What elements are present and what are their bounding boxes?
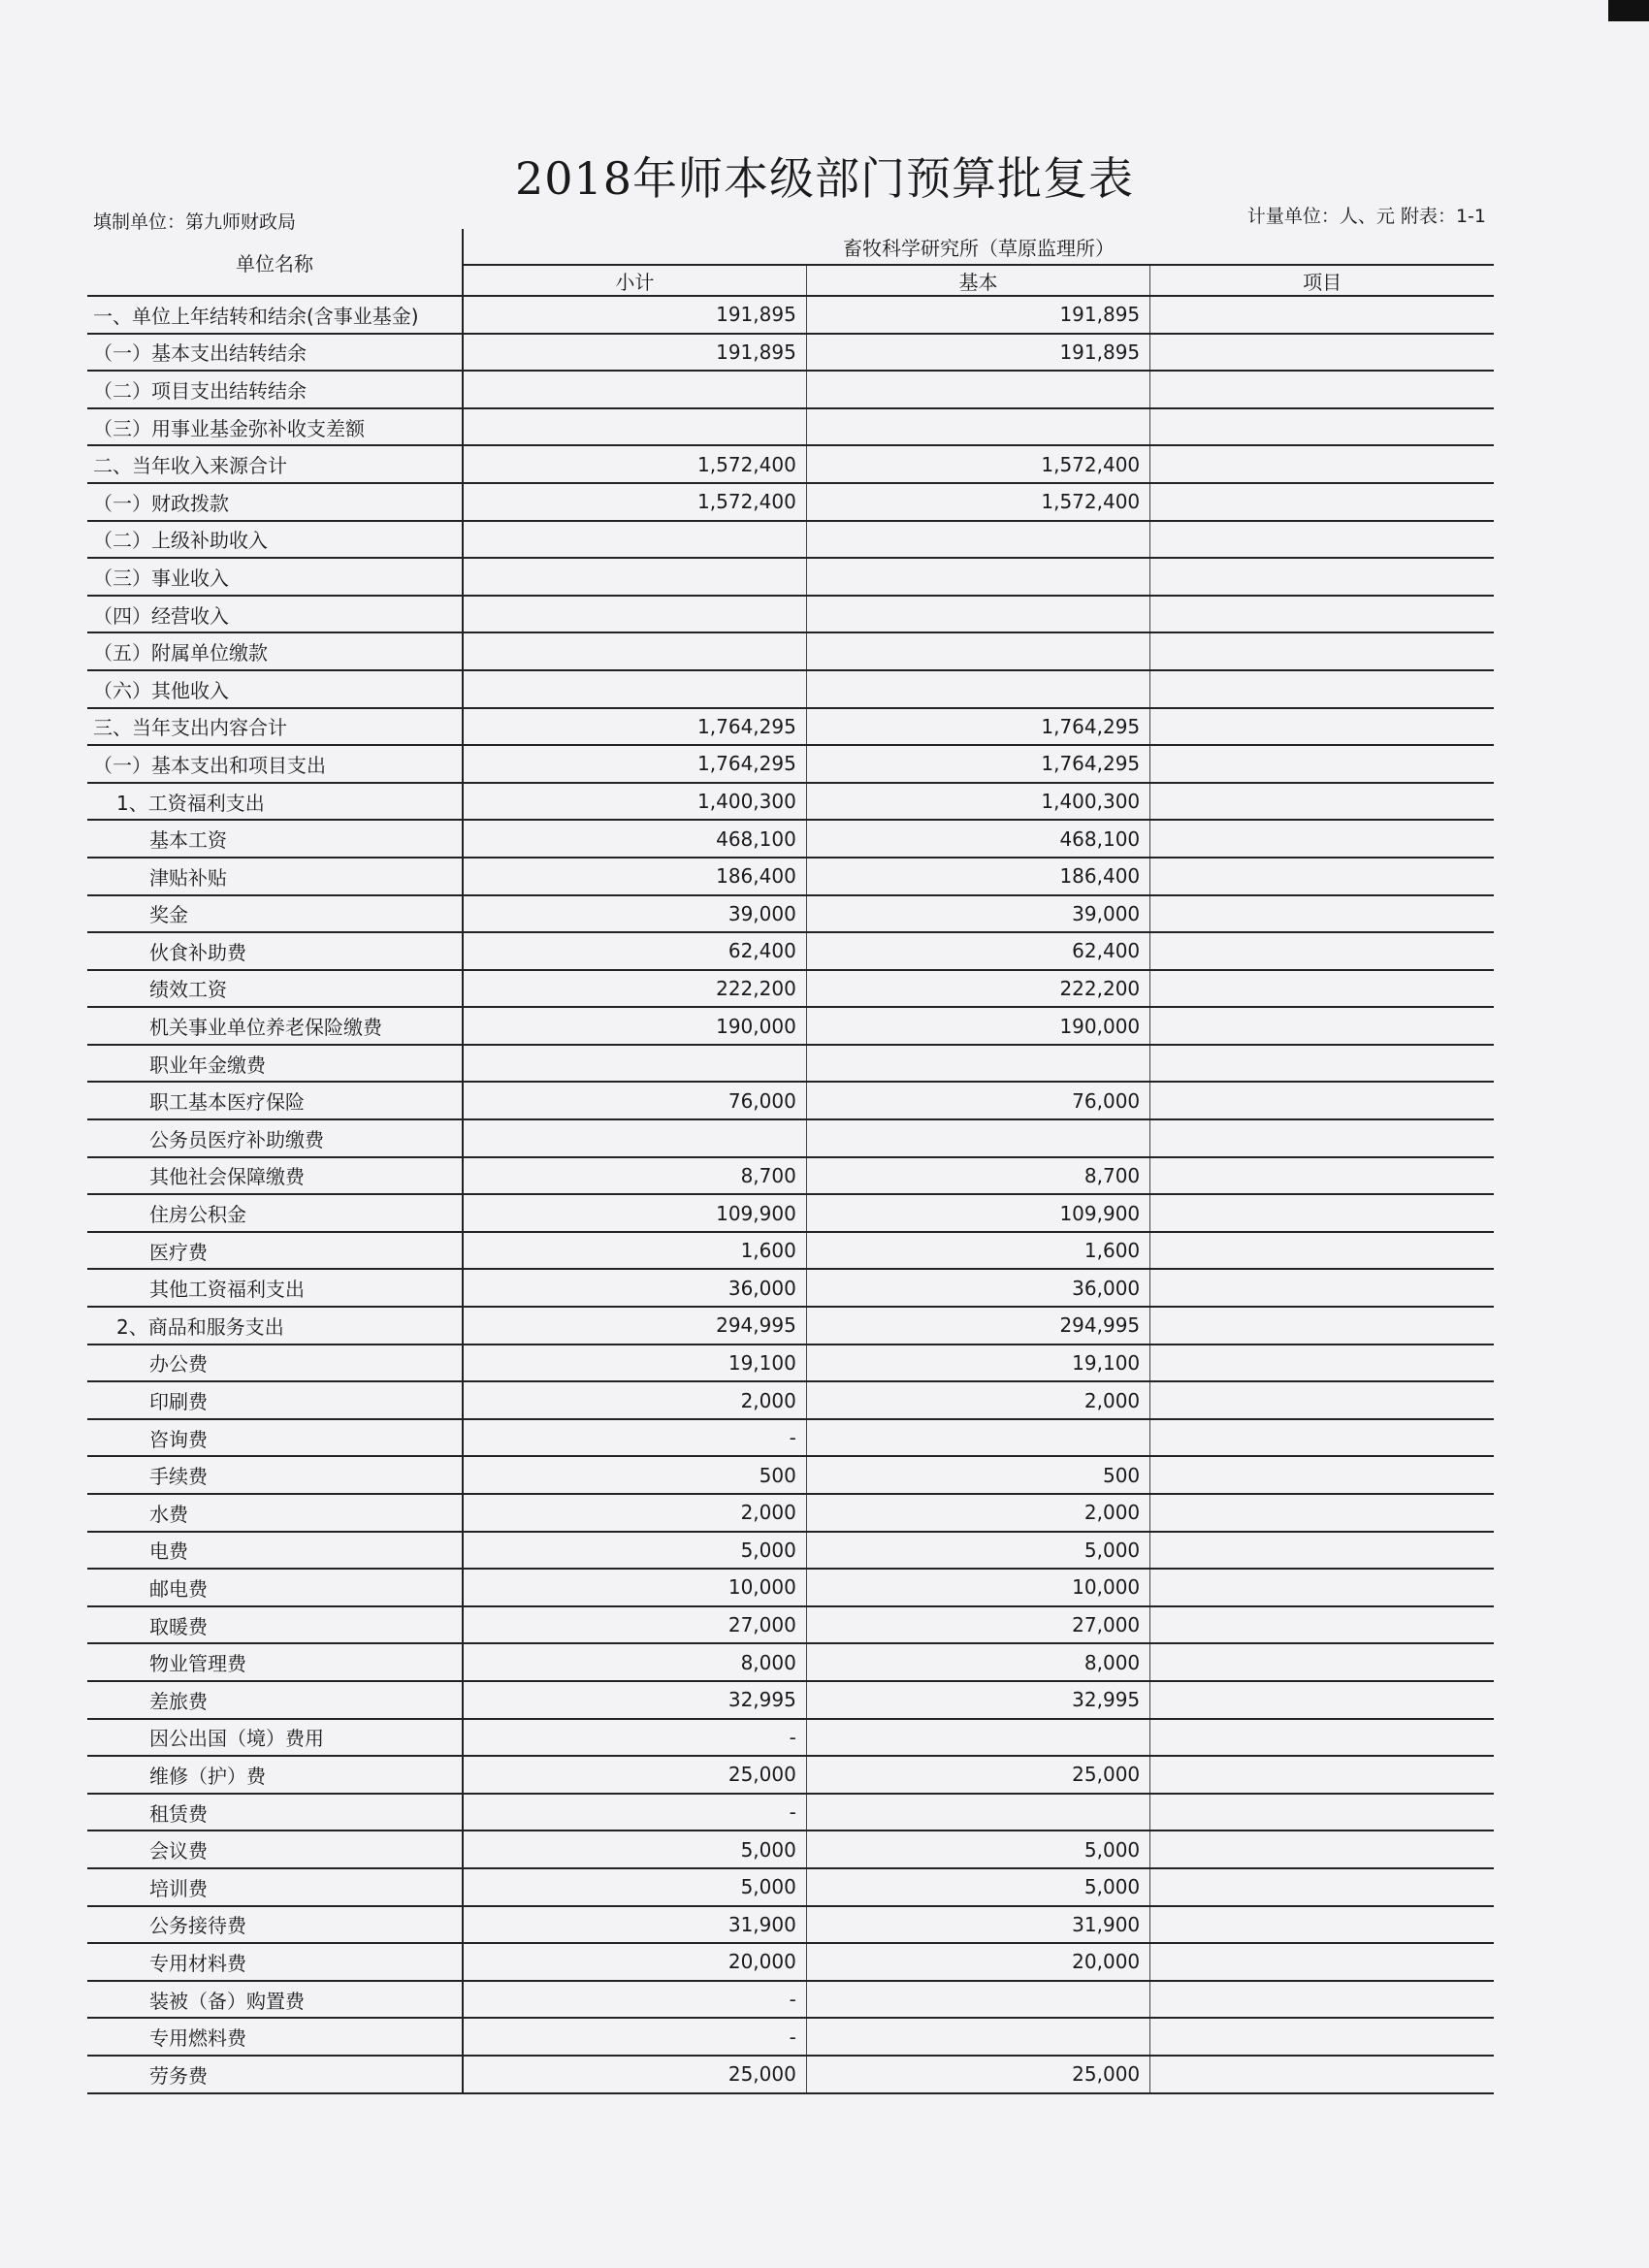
cell-subtotal: 25,000 xyxy=(463,1756,806,1794)
table-row xyxy=(87,445,1494,483)
cell-project xyxy=(1150,632,1494,670)
cell-subtotal: 8,000 xyxy=(463,1643,806,1681)
table-row xyxy=(87,858,1494,895)
row-label: 专用材料费 xyxy=(87,1943,463,1981)
row-label: 因公出国（境）费用 xyxy=(87,1719,463,1757)
cell-project xyxy=(1150,483,1494,521)
cell-basic xyxy=(806,1981,1149,2019)
row-label: 医疗费 xyxy=(87,1232,463,1270)
cell-project xyxy=(1150,895,1494,933)
cell-basic: 1,600 xyxy=(806,1232,1149,1270)
cell-subtotal xyxy=(463,1119,806,1157)
cell-project xyxy=(1150,1532,1494,1570)
cell-subtotal: 31,900 xyxy=(463,1906,806,1944)
measurement-unit-note: 计量单位：人、元 附表：1-1 xyxy=(1246,206,1486,227)
cell-subtotal: 5,000 xyxy=(463,1868,806,1906)
cell-subtotal: 222,200 xyxy=(463,970,806,1008)
cell-project xyxy=(1150,596,1494,633)
cell-project xyxy=(1150,1681,1494,1719)
cell-basic: 20,000 xyxy=(806,1943,1149,1981)
row-label: 咨询费 xyxy=(87,1419,463,1457)
cell-subtotal xyxy=(463,1045,806,1083)
cell-project xyxy=(1150,1194,1494,1232)
cell-subtotal: 1,400,300 xyxy=(463,783,806,821)
cell-basic xyxy=(806,596,1149,633)
row-label: 电费 xyxy=(87,1532,463,1570)
row-label: （四）经营收入 xyxy=(87,596,463,633)
table-row xyxy=(87,1943,1494,1981)
table-row xyxy=(87,2018,1494,2056)
row-label: （三）事业收入 xyxy=(87,558,463,596)
cell-subtotal: 190,000 xyxy=(463,1007,806,1045)
table-row xyxy=(87,1419,1494,1457)
cell-basic: 1,764,295 xyxy=(806,708,1149,746)
cell-subtotal: 1,600 xyxy=(463,1232,806,1270)
row-label: 职工基本医疗保险 xyxy=(87,1082,463,1119)
cell-basic: 190,000 xyxy=(806,1007,1149,1045)
cell-project xyxy=(1150,2056,1494,2093)
row-label: 2、商品和服务支出 xyxy=(87,1307,463,1345)
cell-project xyxy=(1150,1381,1494,1419)
cell-basic xyxy=(806,1719,1149,1757)
cell-project xyxy=(1150,408,1494,446)
row-label: 其他社会保障缴费 xyxy=(87,1157,463,1195)
cell-project xyxy=(1150,970,1494,1008)
row-label: （二）项目支出结转结余 xyxy=(87,371,463,408)
row-label: 机关事业单位养老保险缴费 xyxy=(87,1007,463,1045)
cell-project xyxy=(1150,334,1494,372)
cell-basic: 62,400 xyxy=(806,932,1149,970)
cell-subtotal: 76,000 xyxy=(463,1082,806,1119)
page-title: 2018年师本级部门预算批复表 xyxy=(514,152,1135,205)
cell-subtotal: 500 xyxy=(463,1456,806,1494)
cell-project xyxy=(1150,1045,1494,1083)
cell-subtotal xyxy=(463,521,806,559)
cell-basic: 191,895 xyxy=(806,296,1149,334)
cell-subtotal: 25,000 xyxy=(463,2056,806,2093)
cell-basic: 5,000 xyxy=(806,1831,1149,1868)
cell-subtotal: 1,764,295 xyxy=(463,708,806,746)
cell-subtotal xyxy=(463,558,806,596)
cell-subtotal: 2,000 xyxy=(463,1494,806,1532)
cell-basic: 2,000 xyxy=(806,1381,1149,1419)
cell-basic: 468,100 xyxy=(806,820,1149,858)
cell-subtotal: 10,000 xyxy=(463,1569,806,1606)
row-label: 奖金 xyxy=(87,895,463,933)
cell-project xyxy=(1150,1569,1494,1606)
cell-project xyxy=(1150,1232,1494,1270)
cell-basic: 31,900 xyxy=(806,1906,1149,1944)
cell-project xyxy=(1150,783,1494,821)
cell-basic xyxy=(806,371,1149,408)
row-label: 培训费 xyxy=(87,1868,463,1906)
cell-project xyxy=(1150,371,1494,408)
row-label: （六）其他收入 xyxy=(87,670,463,708)
table-row xyxy=(87,632,1494,670)
cell-basic: 25,000 xyxy=(806,1756,1149,1794)
cell-basic: 8,000 xyxy=(806,1643,1149,1681)
cell-basic: 222,200 xyxy=(806,970,1149,1008)
cell-project xyxy=(1150,1606,1494,1644)
row-label: 水费 xyxy=(87,1494,463,1532)
table-row xyxy=(87,1232,1494,1270)
cell-basic: 2,000 xyxy=(806,1494,1149,1532)
row-label: （三）用事业基金弥补收支差额 xyxy=(87,408,463,446)
cell-project xyxy=(1150,1981,1494,2019)
cell-subtotal: 2,000 xyxy=(463,1381,806,1419)
cell-subtotal: - xyxy=(463,1719,806,1757)
row-label: 二、当年收入来源合计 xyxy=(87,445,463,483)
table-row xyxy=(87,558,1494,596)
cell-subtotal: 109,900 xyxy=(463,1194,806,1232)
row-label: 差旅费 xyxy=(87,1681,463,1719)
cell-basic xyxy=(806,670,1149,708)
cell-project xyxy=(1150,521,1494,559)
cell-subtotal: 191,895 xyxy=(463,334,806,372)
table-row xyxy=(87,1345,1494,1382)
table-row xyxy=(87,1007,1494,1045)
cell-project xyxy=(1150,1794,1494,1831)
table-row xyxy=(87,932,1494,970)
table-row xyxy=(87,521,1494,559)
table-row xyxy=(87,1381,1494,1419)
header-institution: 畜牧科学研究所（草原监理所） xyxy=(463,229,1494,265)
row-label: （一）基本支出和项目支出 xyxy=(87,745,463,783)
cell-project xyxy=(1150,1345,1494,1382)
cell-project xyxy=(1150,1868,1494,1906)
table-row xyxy=(87,483,1494,521)
cell-basic xyxy=(806,1419,1149,1457)
header-basic: 基本 xyxy=(806,265,1149,296)
cell-subtotal: 19,100 xyxy=(463,1345,806,1382)
row-label: 办公费 xyxy=(87,1345,463,1382)
cell-project xyxy=(1150,1943,1494,1981)
cell-basic xyxy=(806,1045,1149,1083)
row-label: 装被（备）购置费 xyxy=(87,1981,463,2019)
cell-subtotal: - xyxy=(463,1419,806,1457)
cell-basic: 500 xyxy=(806,1456,1149,1494)
cell-project xyxy=(1150,1719,1494,1757)
table-row xyxy=(87,1606,1494,1644)
cell-basic xyxy=(806,558,1149,596)
cell-subtotal: 186,400 xyxy=(463,858,806,895)
cell-project xyxy=(1150,1906,1494,1944)
cell-basic xyxy=(806,1119,1149,1157)
cell-subtotal: 20,000 xyxy=(463,1943,806,1981)
cell-subtotal: 27,000 xyxy=(463,1606,806,1644)
cell-project xyxy=(1150,745,1494,783)
cell-subtotal: 468,100 xyxy=(463,820,806,858)
table-row xyxy=(87,1532,1494,1570)
table-row xyxy=(87,1269,1494,1307)
cell-subtotal: 8,700 xyxy=(463,1157,806,1195)
budget-table xyxy=(87,229,1494,2094)
row-label: 公务接待费 xyxy=(87,1906,463,1944)
header-unit-name: 单位名称 xyxy=(87,229,463,296)
cell-project xyxy=(1150,932,1494,970)
cell-project xyxy=(1150,670,1494,708)
cell-project xyxy=(1150,858,1494,895)
cell-project xyxy=(1150,2018,1494,2056)
row-label: （二）上级补助收入 xyxy=(87,521,463,559)
cell-project xyxy=(1150,1007,1494,1045)
table-row xyxy=(87,1494,1494,1532)
cell-subtotal xyxy=(463,596,806,633)
row-label: 三、当年支出内容合计 xyxy=(87,708,463,746)
cell-basic: 5,000 xyxy=(806,1532,1149,1570)
cell-basic: 5,000 xyxy=(806,1868,1149,1906)
row-label: 一、单位上年结转和结余(含事业基金) xyxy=(87,296,463,334)
cell-basic: 191,895 xyxy=(806,334,1149,372)
cell-basic: 25,000 xyxy=(806,2056,1149,2093)
table-row xyxy=(87,1119,1494,1157)
cell-subtotal xyxy=(463,408,806,446)
table-row xyxy=(87,1981,1494,2019)
cell-subtotal xyxy=(463,632,806,670)
cell-basic xyxy=(806,632,1149,670)
table-row xyxy=(87,970,1494,1008)
cell-basic: 109,900 xyxy=(806,1194,1149,1232)
row-label: 基本工资 xyxy=(87,820,463,858)
row-label: 取暖费 xyxy=(87,1606,463,1644)
cell-basic: 1,572,400 xyxy=(806,445,1149,483)
table-row xyxy=(87,1868,1494,1906)
cell-project xyxy=(1150,1831,1494,1868)
table-row xyxy=(87,1569,1494,1606)
table-row xyxy=(87,1045,1494,1083)
cell-basic: 1,572,400 xyxy=(806,483,1149,521)
row-label: （一）财政拨款 xyxy=(87,483,463,521)
row-label: 物业管理费 xyxy=(87,1643,463,1681)
cell-project xyxy=(1150,708,1494,746)
cell-subtotal xyxy=(463,371,806,408)
row-label: 印刷费 xyxy=(87,1381,463,1419)
scan-edge-mark xyxy=(1608,0,1649,21)
table-row xyxy=(87,1906,1494,1944)
table-row xyxy=(87,1719,1494,1757)
table-row xyxy=(87,334,1494,372)
cell-project xyxy=(1150,445,1494,483)
row-label: 1、工资福利支出 xyxy=(87,783,463,821)
row-label: 住房公积金 xyxy=(87,1194,463,1232)
cell-basic xyxy=(806,408,1149,446)
cell-subtotal: 1,572,400 xyxy=(463,483,806,521)
row-label: 津贴补贴 xyxy=(87,858,463,895)
table-row xyxy=(87,1831,1494,1868)
cell-project xyxy=(1150,1494,1494,1532)
cell-subtotal: 1,572,400 xyxy=(463,445,806,483)
cell-basic xyxy=(806,2018,1149,2056)
table-row xyxy=(87,1756,1494,1794)
table-row xyxy=(87,820,1494,858)
header-project: 项目 xyxy=(1150,265,1494,296)
cell-subtotal: 32,995 xyxy=(463,1681,806,1719)
cell-basic: 27,000 xyxy=(806,1606,1149,1644)
row-label: 邮电费 xyxy=(87,1569,463,1606)
cell-subtotal: 62,400 xyxy=(463,932,806,970)
cell-basic: 36,000 xyxy=(806,1269,1149,1307)
cell-basic: 294,995 xyxy=(806,1307,1149,1345)
cell-subtotal: 294,995 xyxy=(463,1307,806,1345)
cell-basic: 8,700 xyxy=(806,1157,1149,1195)
cell-basic: 10,000 xyxy=(806,1569,1149,1606)
table-row xyxy=(87,408,1494,446)
row-label: 租赁费 xyxy=(87,1794,463,1831)
table-row xyxy=(87,745,1494,783)
cell-basic: 186,400 xyxy=(806,858,1149,895)
table-row xyxy=(87,1194,1494,1232)
table-row xyxy=(87,1307,1494,1345)
row-label: 专用燃料费 xyxy=(87,2018,463,2056)
cell-subtotal: 36,000 xyxy=(463,1269,806,1307)
cell-project xyxy=(1150,820,1494,858)
cell-basic: 32,995 xyxy=(806,1681,1149,1719)
cell-project xyxy=(1150,558,1494,596)
table-row xyxy=(87,1082,1494,1119)
cell-basic: 76,000 xyxy=(806,1082,1149,1119)
cell-project xyxy=(1150,1643,1494,1681)
row-label: （一）基本支出结转结余 xyxy=(87,334,463,372)
table-row xyxy=(87,708,1494,746)
cell-basic: 1,400,300 xyxy=(806,783,1149,821)
row-label: （五）附属单位缴款 xyxy=(87,632,463,670)
row-label: 维修（护）费 xyxy=(87,1756,463,1794)
cell-project xyxy=(1150,1456,1494,1494)
table-row xyxy=(87,296,1494,334)
cell-basic: 1,764,295 xyxy=(806,745,1149,783)
budget-table-body xyxy=(87,296,1494,2093)
table-row xyxy=(87,1681,1494,1719)
cell-project xyxy=(1150,1307,1494,1345)
row-label: 公务员医疗补助缴费 xyxy=(87,1119,463,1157)
cell-project xyxy=(1150,1119,1494,1157)
row-label: 绩效工资 xyxy=(87,970,463,1008)
cell-project xyxy=(1150,1756,1494,1794)
row-label: 劳务费 xyxy=(87,2056,463,2093)
cell-project xyxy=(1150,1157,1494,1195)
table-row xyxy=(87,895,1494,933)
cell-project xyxy=(1150,1082,1494,1119)
header-subtotal: 小计 xyxy=(463,265,806,296)
cell-subtotal: 191,895 xyxy=(463,296,806,334)
cell-subtotal: 39,000 xyxy=(463,895,806,933)
table-row xyxy=(87,1643,1494,1681)
cell-project xyxy=(1150,1269,1494,1307)
cell-basic: 39,000 xyxy=(806,895,1149,933)
cell-subtotal: 1,764,295 xyxy=(463,745,806,783)
table-row xyxy=(87,1794,1494,1831)
table-row xyxy=(87,670,1494,708)
row-label: 会议费 xyxy=(87,1831,463,1868)
cell-subtotal: - xyxy=(463,1794,806,1831)
row-label: 职业年金缴费 xyxy=(87,1045,463,1083)
table-row xyxy=(87,2056,1494,2093)
cell-subtotal: 5,000 xyxy=(463,1532,806,1570)
cell-project xyxy=(1150,1419,1494,1457)
cell-subtotal: 5,000 xyxy=(463,1831,806,1868)
cell-basic xyxy=(806,1794,1149,1831)
cell-basic: 19,100 xyxy=(806,1345,1149,1382)
table-row xyxy=(87,783,1494,821)
row-label: 手续费 xyxy=(87,1456,463,1494)
cell-project xyxy=(1150,296,1494,334)
row-label: 其他工资福利支出 xyxy=(87,1269,463,1307)
cell-subtotal xyxy=(463,670,806,708)
cell-subtotal: - xyxy=(463,1981,806,2019)
cell-subtotal: - xyxy=(463,2018,806,2056)
row-label: 伙食补助费 xyxy=(87,932,463,970)
table-row xyxy=(87,1456,1494,1494)
table-row xyxy=(87,1157,1494,1195)
table-row xyxy=(87,371,1494,408)
cell-basic xyxy=(806,521,1149,559)
table-row xyxy=(87,596,1494,633)
filling-unit: 填制单位：第九师财政局 xyxy=(93,211,297,233)
